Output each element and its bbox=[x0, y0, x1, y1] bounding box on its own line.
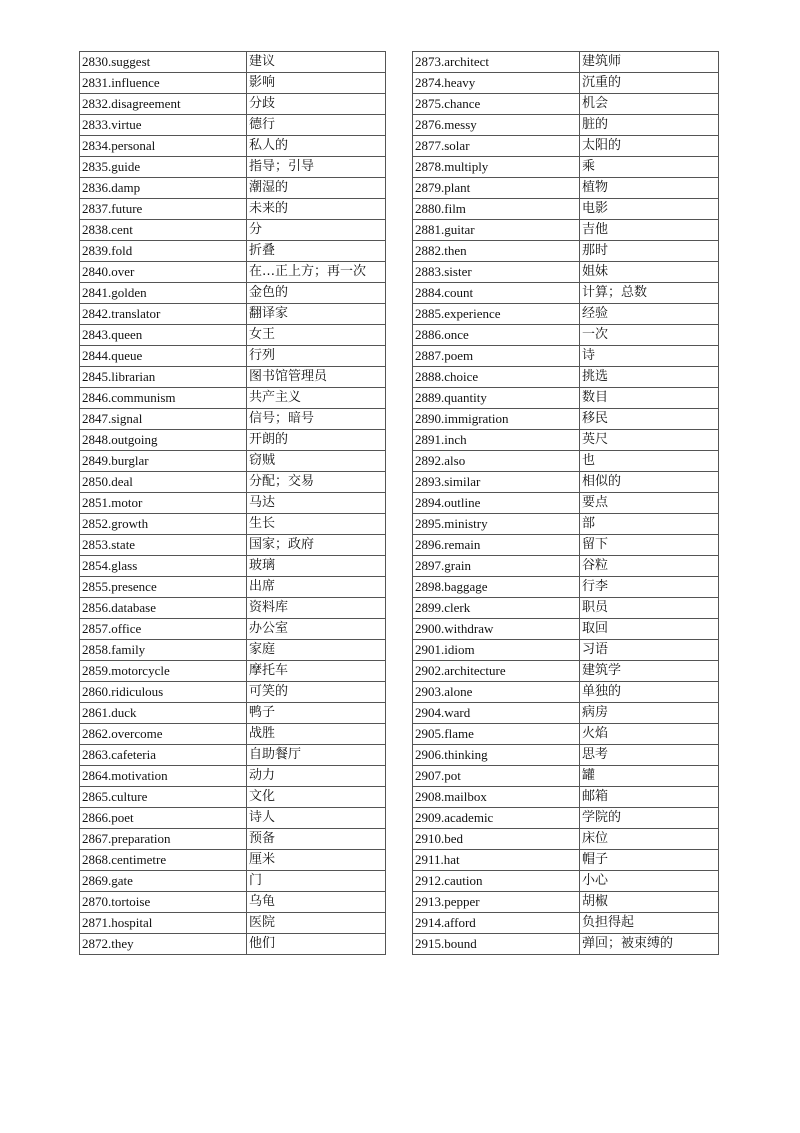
vocab-word-cell: 2907.pot bbox=[413, 766, 580, 787]
vocab-table-right-body bbox=[413, 52, 719, 955]
vocab-meaning-cell: 病房 bbox=[580, 703, 719, 724]
table-row bbox=[413, 808, 719, 829]
table-row bbox=[80, 892, 386, 913]
vocab-meaning-cell: 弹回；被束缚的 bbox=[580, 934, 719, 955]
vocab-meaning-cell: 私人的 bbox=[247, 136, 386, 157]
vocab-meaning-cell: 开朗的 bbox=[247, 430, 386, 451]
table-row bbox=[413, 367, 719, 388]
table-row bbox=[413, 430, 719, 451]
vocab-word-cell: 2852.growth bbox=[80, 514, 247, 535]
table-row bbox=[80, 934, 386, 955]
vocab-word-cell: 2860.ridiculous bbox=[80, 682, 247, 703]
vocab-word-cell: 2871.hospital bbox=[80, 913, 247, 934]
vocab-word-cell: 2883.sister bbox=[413, 262, 580, 283]
vocab-word-cell: 2890.immigration bbox=[413, 409, 580, 430]
table-row bbox=[80, 115, 386, 136]
table-row bbox=[413, 136, 719, 157]
vocab-word-cell: 2873.architect bbox=[413, 52, 580, 73]
vocab-meaning-cell: 战胜 bbox=[247, 724, 386, 745]
table-row bbox=[80, 682, 386, 703]
table-row bbox=[413, 682, 719, 703]
vocab-meaning-cell: 共产主义 bbox=[247, 388, 386, 409]
vocab-meaning-cell: 建议 bbox=[247, 52, 386, 73]
vocab-meaning-cell: 脏的 bbox=[580, 115, 719, 136]
vocab-word-cell: 2877.solar bbox=[413, 136, 580, 157]
table-row bbox=[413, 472, 719, 493]
table-row bbox=[80, 913, 386, 934]
table-row bbox=[413, 598, 719, 619]
vocab-word-cell: 2863.cafeteria bbox=[80, 745, 247, 766]
vocab-meaning-cell: 太阳的 bbox=[580, 136, 719, 157]
table-row bbox=[413, 577, 719, 598]
vocab-word-cell: 2853.state bbox=[80, 535, 247, 556]
table-row bbox=[413, 661, 719, 682]
table-row bbox=[80, 829, 386, 850]
vocab-meaning-cell: 罐 bbox=[580, 766, 719, 787]
vocab-word-cell: 2895.ministry bbox=[413, 514, 580, 535]
vocab-meaning-cell: 潮湿的 bbox=[247, 178, 386, 199]
table-row bbox=[413, 619, 719, 640]
table-row bbox=[80, 430, 386, 451]
table-row bbox=[413, 766, 719, 787]
vocab-word-cell: 2850.deal bbox=[80, 472, 247, 493]
vocab-meaning-cell: 资料库 bbox=[247, 598, 386, 619]
vocab-meaning-cell: 出席 bbox=[247, 577, 386, 598]
table-row bbox=[413, 493, 719, 514]
vocab-word-cell: 2854.glass bbox=[80, 556, 247, 577]
vocab-meaning-cell: 建筑学 bbox=[580, 661, 719, 682]
vocab-word-cell: 2914.afford bbox=[413, 913, 580, 934]
vocab-meaning-cell: 床位 bbox=[580, 829, 719, 850]
vocab-word-cell: 2841.golden bbox=[80, 283, 247, 304]
vocab-word-cell: 2900.withdraw bbox=[413, 619, 580, 640]
table-row bbox=[413, 745, 719, 766]
vocab-word-cell: 2899.clerk bbox=[413, 598, 580, 619]
table-row bbox=[413, 115, 719, 136]
vocab-word-cell: 2830.suggest bbox=[80, 52, 247, 73]
vocab-meaning-cell: 数目 bbox=[580, 388, 719, 409]
vocab-meaning-cell: 胡椒 bbox=[580, 892, 719, 913]
vocab-word-cell: 2887.poem bbox=[413, 346, 580, 367]
vocab-meaning-cell: 诗 bbox=[580, 346, 719, 367]
vocab-meaning-cell: 建筑师 bbox=[580, 52, 719, 73]
vocab-meaning-cell: 诗人 bbox=[247, 808, 386, 829]
table-row bbox=[80, 850, 386, 871]
vocab-meaning-cell: 国家；政府 bbox=[247, 535, 386, 556]
table-row bbox=[80, 535, 386, 556]
vocab-word-cell: 2846.communism bbox=[80, 388, 247, 409]
vocab-word-cell: 2901.idiom bbox=[413, 640, 580, 661]
table-row bbox=[80, 451, 386, 472]
vocab-meaning-cell: 分配；交易 bbox=[247, 472, 386, 493]
vocab-word-cell: 2875.chance bbox=[413, 94, 580, 115]
vocab-meaning-cell: 小心 bbox=[580, 871, 719, 892]
vocab-meaning-cell: 帽子 bbox=[580, 850, 719, 871]
table-row bbox=[413, 514, 719, 535]
vocab-word-cell: 2913.pepper bbox=[413, 892, 580, 913]
table-row bbox=[80, 808, 386, 829]
vocab-word-cell: 2855.presence bbox=[80, 577, 247, 598]
vocab-table-right bbox=[412, 51, 719, 955]
vocab-word-cell: 2888.choice bbox=[413, 367, 580, 388]
vocab-meaning-cell: 家庭 bbox=[247, 640, 386, 661]
vocab-meaning-cell: 窃贼 bbox=[247, 451, 386, 472]
table-row bbox=[80, 52, 386, 73]
table-row bbox=[413, 157, 719, 178]
table-row bbox=[413, 451, 719, 472]
vocab-word-cell: 2885.experience bbox=[413, 304, 580, 325]
vocab-meaning-cell: 预备 bbox=[247, 829, 386, 850]
vocab-word-cell: 2849.burglar bbox=[80, 451, 247, 472]
vocab-word-cell: 2870.tortoise bbox=[80, 892, 247, 913]
vocab-word-cell: 2838.cent bbox=[80, 220, 247, 241]
vocab-word-cell: 2835.guide bbox=[80, 157, 247, 178]
vocab-meaning-cell: 折叠 bbox=[247, 241, 386, 262]
vocab-word-cell: 2874.heavy bbox=[413, 73, 580, 94]
vocab-word-cell: 2864.motivation bbox=[80, 766, 247, 787]
table-row bbox=[413, 724, 719, 745]
vocab-word-cell: 2912.caution bbox=[413, 871, 580, 892]
vocab-word-cell: 2836.damp bbox=[80, 178, 247, 199]
vocab-meaning-cell: 职员 bbox=[580, 598, 719, 619]
vocab-meaning-cell: 电影 bbox=[580, 199, 719, 220]
vocab-word-cell: 2861.duck bbox=[80, 703, 247, 724]
table-row bbox=[413, 829, 719, 850]
table-row bbox=[80, 514, 386, 535]
table-row bbox=[80, 325, 386, 346]
table-row bbox=[80, 73, 386, 94]
vocab-meaning-cell: 吉他 bbox=[580, 220, 719, 241]
vocab-meaning-cell: 分 bbox=[247, 220, 386, 241]
vocab-meaning-cell: 移民 bbox=[580, 409, 719, 430]
vocab-word-cell: 2831.influence bbox=[80, 73, 247, 94]
vocab-meaning-cell: 负担得起 bbox=[580, 913, 719, 934]
vocab-meaning-cell: 那时 bbox=[580, 241, 719, 262]
vocab-word-cell: 2879.plant bbox=[413, 178, 580, 199]
vocab-word-cell: 2859.motorcycle bbox=[80, 661, 247, 682]
table-row bbox=[413, 199, 719, 220]
table-row bbox=[80, 388, 386, 409]
table-row bbox=[413, 388, 719, 409]
vocab-word-cell: 2889.quantity bbox=[413, 388, 580, 409]
table-row bbox=[413, 178, 719, 199]
vocab-meaning-cell: 影响 bbox=[247, 73, 386, 94]
vocab-meaning-cell: 学院的 bbox=[580, 808, 719, 829]
table-row bbox=[80, 493, 386, 514]
vocab-meaning-cell: 英尺 bbox=[580, 430, 719, 451]
vocab-word-cell: 2842.translator bbox=[80, 304, 247, 325]
table-row bbox=[80, 94, 386, 115]
table-row bbox=[80, 346, 386, 367]
vocab-word-cell: 2881.guitar bbox=[413, 220, 580, 241]
vocab-word-cell: 2869.gate bbox=[80, 871, 247, 892]
vocab-meaning-cell: 金色的 bbox=[247, 283, 386, 304]
vocab-meaning-cell: 植物 bbox=[580, 178, 719, 199]
vocab-meaning-cell: 鸭子 bbox=[247, 703, 386, 724]
vocab-meaning-cell: 分歧 bbox=[247, 94, 386, 115]
table-row bbox=[80, 178, 386, 199]
table-row bbox=[413, 52, 719, 73]
vocab-meaning-cell: 女王 bbox=[247, 325, 386, 346]
vocab-meaning-cell: 行列 bbox=[247, 346, 386, 367]
vocab-word-cell: 2843.queen bbox=[80, 325, 247, 346]
vocab-meaning-cell: 可笑的 bbox=[247, 682, 386, 703]
table-row bbox=[80, 640, 386, 661]
table-row bbox=[80, 283, 386, 304]
table-row bbox=[413, 325, 719, 346]
table-row bbox=[80, 241, 386, 262]
vocab-meaning-cell: 一次 bbox=[580, 325, 719, 346]
vocab-word-cell: 2851.motor bbox=[80, 493, 247, 514]
vocab-word-cell: 2905.flame bbox=[413, 724, 580, 745]
vocab-meaning-cell: 相似的 bbox=[580, 472, 719, 493]
table-row bbox=[413, 892, 719, 913]
vocab-word-cell: 2834.personal bbox=[80, 136, 247, 157]
vocab-word-cell: 2857.office bbox=[80, 619, 247, 640]
vocab-word-cell: 2884.count bbox=[413, 283, 580, 304]
vocab-table-left-body bbox=[80, 52, 386, 955]
vocab-meaning-cell: 行李 bbox=[580, 577, 719, 598]
vocab-word-cell: 2910.bed bbox=[413, 829, 580, 850]
table-row bbox=[80, 556, 386, 577]
vocab-word-cell: 2832.disagreement bbox=[80, 94, 247, 115]
vocab-meaning-cell: 乌龟 bbox=[247, 892, 386, 913]
vocab-word-cell: 2848.outgoing bbox=[80, 430, 247, 451]
vocab-word-cell: 2858.family bbox=[80, 640, 247, 661]
table-row bbox=[80, 304, 386, 325]
vocab-meaning-cell: 沉重的 bbox=[580, 73, 719, 94]
vocab-word-cell: 2908.mailbox bbox=[413, 787, 580, 808]
vocab-word-cell: 2839.fold bbox=[80, 241, 247, 262]
table-row bbox=[413, 556, 719, 577]
vocab-word-cell: 2893.similar bbox=[413, 472, 580, 493]
table-row bbox=[413, 304, 719, 325]
vocab-meaning-cell: 生长 bbox=[247, 514, 386, 535]
vocab-meaning-cell: 火焰 bbox=[580, 724, 719, 745]
vocab-meaning-cell: 姐妹 bbox=[580, 262, 719, 283]
table-row bbox=[80, 472, 386, 493]
vocab-meaning-cell: 门 bbox=[247, 871, 386, 892]
table-row bbox=[413, 703, 719, 724]
vocab-meaning-cell: 也 bbox=[580, 451, 719, 472]
vocab-meaning-cell: 玻璃 bbox=[247, 556, 386, 577]
table-row bbox=[413, 262, 719, 283]
table-row bbox=[80, 871, 386, 892]
table-row bbox=[80, 157, 386, 178]
vocab-meaning-cell: 厘米 bbox=[247, 850, 386, 871]
table-row bbox=[413, 220, 719, 241]
table-row bbox=[80, 745, 386, 766]
vocab-meaning-cell: 要点 bbox=[580, 493, 719, 514]
vocab-word-cell: 2878.multiply bbox=[413, 157, 580, 178]
vocab-word-cell: 2909.academic bbox=[413, 808, 580, 829]
vocab-meaning-cell: 思考 bbox=[580, 745, 719, 766]
vocab-word-cell: 2904.ward bbox=[413, 703, 580, 724]
vocab-meaning-cell: 单独的 bbox=[580, 682, 719, 703]
table-row bbox=[80, 724, 386, 745]
vocab-word-cell: 2915.bound bbox=[413, 934, 580, 955]
vocab-meaning-cell: 习语 bbox=[580, 640, 719, 661]
table-row bbox=[80, 136, 386, 157]
table-row bbox=[80, 787, 386, 808]
vocab-word-cell: 2866.poet bbox=[80, 808, 247, 829]
vocab-word-cell: 2891.inch bbox=[413, 430, 580, 451]
vocab-meaning-cell: 他们 bbox=[247, 934, 386, 955]
vocab-word-cell: 2911.hat bbox=[413, 850, 580, 871]
table-row bbox=[80, 409, 386, 430]
vocab-meaning-cell: 乘 bbox=[580, 157, 719, 178]
vocab-meaning-cell: 自助餐厅 bbox=[247, 745, 386, 766]
vocab-meaning-cell: 马达 bbox=[247, 493, 386, 514]
vocab-word-cell: 2882.then bbox=[413, 241, 580, 262]
table-row bbox=[413, 346, 719, 367]
vocab-word-cell: 2903.alone bbox=[413, 682, 580, 703]
vocab-meaning-cell: 机会 bbox=[580, 94, 719, 115]
vocab-word-cell: 2896.remain bbox=[413, 535, 580, 556]
vocab-word-cell: 2872.they bbox=[80, 934, 247, 955]
table-row bbox=[80, 766, 386, 787]
table-row bbox=[413, 241, 719, 262]
vocab-word-cell: 2897.grain bbox=[413, 556, 580, 577]
vocab-meaning-cell: 信号；暗号 bbox=[247, 409, 386, 430]
vocab-word-cell: 2865.culture bbox=[80, 787, 247, 808]
table-row bbox=[413, 850, 719, 871]
vocab-word-cell: 2902.architecture bbox=[413, 661, 580, 682]
vocab-word-cell: 2837.future bbox=[80, 199, 247, 220]
vocab-word-cell: 2880.film bbox=[413, 199, 580, 220]
vocab-word-cell: 2892.also bbox=[413, 451, 580, 472]
vocab-meaning-cell: 挑选 bbox=[580, 367, 719, 388]
vocab-word-cell: 2856.database bbox=[80, 598, 247, 619]
table-row bbox=[80, 220, 386, 241]
vocab-meaning-cell: 办公室 bbox=[247, 619, 386, 640]
table-row bbox=[80, 598, 386, 619]
vocab-meaning-cell: 动力 bbox=[247, 766, 386, 787]
table-row bbox=[413, 913, 719, 934]
vocab-word-cell: 2847.signal bbox=[80, 409, 247, 430]
vocab-word-cell: 2844.queue bbox=[80, 346, 247, 367]
table-row bbox=[413, 409, 719, 430]
table-row bbox=[80, 619, 386, 640]
vocab-meaning-cell: 文化 bbox=[247, 787, 386, 808]
vocab-meaning-cell: 翻译家 bbox=[247, 304, 386, 325]
table-row bbox=[80, 199, 386, 220]
vocab-meaning-cell: 邮箱 bbox=[580, 787, 719, 808]
vocab-meaning-cell: 指导；引导 bbox=[247, 157, 386, 178]
table-row bbox=[80, 703, 386, 724]
vocab-word-cell: 2894.outline bbox=[413, 493, 580, 514]
vocab-word-cell: 2906.thinking bbox=[413, 745, 580, 766]
vocab-word-cell: 2862.overcome bbox=[80, 724, 247, 745]
vocab-word-cell: 2867.preparation bbox=[80, 829, 247, 850]
vocab-word-cell: 2886.once bbox=[413, 325, 580, 346]
vocab-word-cell: 2845.librarian bbox=[80, 367, 247, 388]
table-row bbox=[413, 283, 719, 304]
table-row bbox=[413, 787, 719, 808]
table-row bbox=[413, 934, 719, 955]
vocab-meaning-cell: 计算；总数 bbox=[580, 283, 719, 304]
table-row bbox=[413, 640, 719, 661]
vocab-meaning-cell: 未来的 bbox=[247, 199, 386, 220]
vocab-table-left bbox=[79, 51, 386, 955]
table-row bbox=[80, 577, 386, 598]
vocab-meaning-cell: 在…正上方；再一次 bbox=[247, 262, 386, 283]
vocab-meaning-cell: 德行 bbox=[247, 115, 386, 136]
vocab-meaning-cell: 谷粒 bbox=[580, 556, 719, 577]
vocab-meaning-cell: 留下 bbox=[580, 535, 719, 556]
table-row bbox=[80, 367, 386, 388]
vocab-word-cell: 2876.messy bbox=[413, 115, 580, 136]
vocab-meaning-cell: 摩托车 bbox=[247, 661, 386, 682]
vocab-word-cell: 2840.over bbox=[80, 262, 247, 283]
vocab-word-cell: 2833.virtue bbox=[80, 115, 247, 136]
vocab-meaning-cell: 图书馆管理员 bbox=[247, 367, 386, 388]
table-row bbox=[413, 871, 719, 892]
table-row bbox=[80, 262, 386, 283]
vocab-meaning-cell: 医院 bbox=[247, 913, 386, 934]
table-row bbox=[413, 94, 719, 115]
vocab-word-cell: 2868.centimetre bbox=[80, 850, 247, 871]
table-row bbox=[80, 661, 386, 682]
vocab-meaning-cell: 部 bbox=[580, 514, 719, 535]
vocab-word-cell: 2898.baggage bbox=[413, 577, 580, 598]
table-row bbox=[413, 535, 719, 556]
vocab-meaning-cell: 经验 bbox=[580, 304, 719, 325]
vocab-meaning-cell: 取回 bbox=[580, 619, 719, 640]
table-row bbox=[413, 73, 719, 94]
